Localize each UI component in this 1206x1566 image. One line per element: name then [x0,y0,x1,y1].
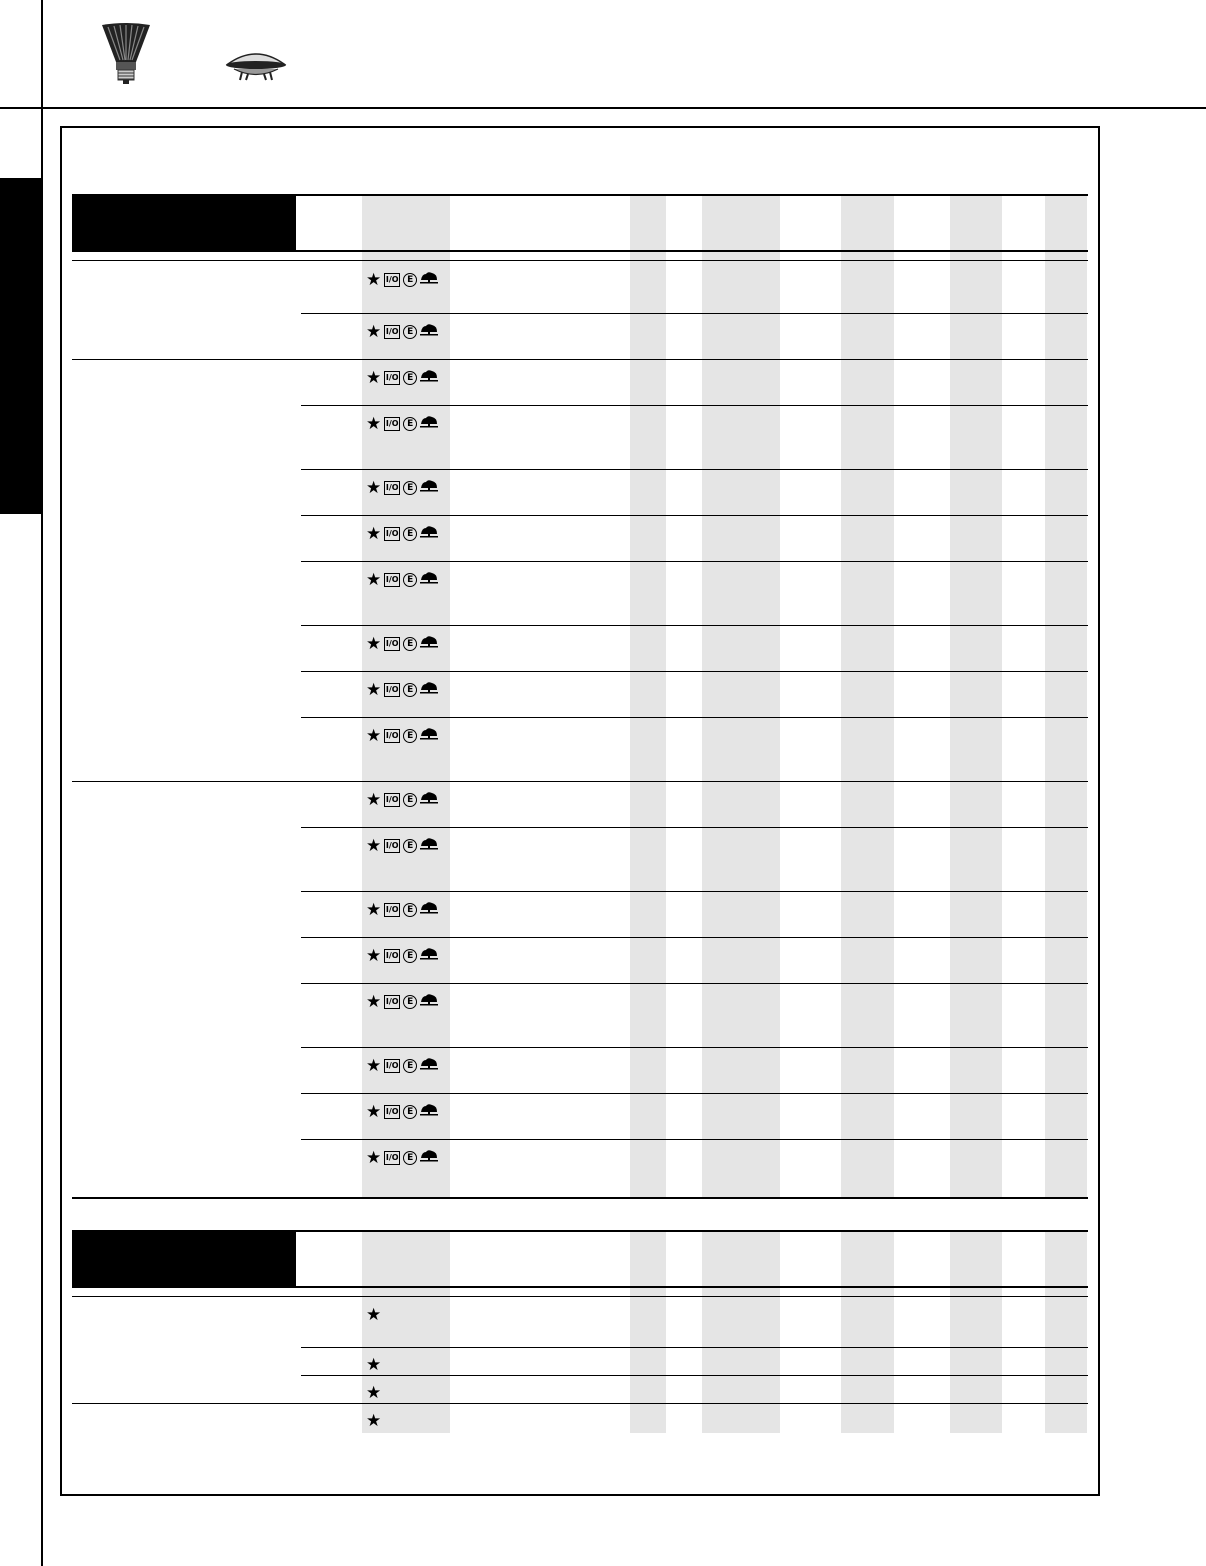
star-icon: ★ [366,1305,382,1325]
table-row [72,1297,1088,1347]
table-bottom-rule [72,1197,1088,1199]
table-row [72,405,1088,469]
row-icon-group [366,1385,381,1402]
tree-icon [420,727,438,745]
section-side-tab [0,178,41,514]
indoor-outdoor-icon: I/O [384,949,400,963]
energy-icon: E [403,573,417,587]
indoor-outdoor-icon: I/O [384,839,400,853]
tree-icon [420,571,438,589]
star-icon: ★ [366,945,382,966]
row-icon-group [366,635,438,653]
indoor-outdoor-icon: I/O [384,1059,400,1073]
table-row [72,1347,1088,1375]
table-row [72,261,1088,313]
energy-icon: E [403,903,417,917]
energy-icon: E [403,371,417,385]
energy-icon: E [403,637,417,651]
table-row [72,717,1088,781]
row-icon-group [366,901,438,919]
row-icon-group [366,525,438,543]
table-row [72,1093,1088,1139]
left-margin-rule [41,0,43,1566]
row-icon-group [366,323,438,341]
tree-icon [420,1149,438,1167]
row-icon-group [366,1057,438,1075]
energy-icon: E [403,949,417,963]
row-icon-group [366,1307,381,1324]
row-icon-group [366,369,438,387]
indoor-outdoor-icon: I/O [384,903,400,917]
table-header-block [72,1232,296,1286]
table-row [72,937,1088,983]
row-icon-group [366,1413,381,1430]
row-icon-group [366,1357,381,1374]
table-header-block [72,196,296,250]
star-icon: ★ [366,899,382,920]
tree-icon [420,1057,438,1075]
tree-icon [420,525,438,543]
table-header-rule [72,250,1088,252]
row-icon-group [366,947,438,965]
energy-icon: E [403,417,417,431]
row-icon-group [366,837,438,855]
lamp-table-2 [72,1230,1088,1490]
table-row [72,469,1088,515]
indoor-outdoor-icon: I/O [384,417,400,431]
tree-icon [420,271,438,289]
tree-icon [420,479,438,497]
star-icon: ★ [366,991,382,1012]
table-row [72,313,1088,359]
star-icon: ★ [366,789,382,810]
row-icon-group [366,571,438,589]
table-row [72,983,1088,1047]
star-icon: ★ [366,1383,382,1403]
star-icon: ★ [366,477,382,498]
star-icon: ★ [366,1411,382,1431]
star-icon: ★ [366,725,382,746]
table-row [72,671,1088,717]
indoor-outdoor-icon: I/O [384,995,400,1009]
indoor-outdoor-icon: I/O [384,793,400,807]
star-icon: ★ [366,835,382,856]
indoor-outdoor-icon: I/O [384,325,400,339]
row-icon-group [366,1103,438,1121]
table-row [72,1375,1088,1403]
star-icon: ★ [366,1355,382,1375]
star-icon: ★ [366,1101,382,1122]
tree-icon [420,837,438,855]
indoor-outdoor-icon: I/O [384,729,400,743]
row-icon-group [366,1149,438,1167]
star-icon: ★ [366,569,382,590]
indoor-outdoor-icon: I/O [384,481,400,495]
tree-icon [420,993,438,1011]
star-icon: ★ [366,367,382,388]
table-row [72,781,1088,827]
row-icon-group [366,791,438,809]
star-icon: ★ [366,679,382,700]
star-icon: ★ [366,321,382,342]
energy-icon: E [403,527,417,541]
sealed-beam-par-lamp-icon [224,50,288,84]
energy-icon: E [403,1105,417,1119]
tree-icon [420,681,438,699]
energy-icon: E [403,273,417,287]
energy-icon: E [403,995,417,1009]
row-icon-group [366,727,438,745]
table-row [72,561,1088,625]
table-header-rule [72,1286,1088,1288]
catalog-table-frame [60,126,1100,1496]
energy-icon: E [403,1151,417,1165]
tree-icon [420,369,438,387]
row-icon-group [366,993,438,1011]
tree-icon [420,635,438,653]
table-row [72,1139,1088,1197]
energy-icon: E [403,481,417,495]
indoor-outdoor-icon: I/O [384,1105,400,1119]
star-icon: ★ [366,633,382,654]
table-row [72,1047,1088,1093]
indoor-outdoor-icon: I/O [384,527,400,541]
table-row [72,515,1088,561]
energy-icon: E [403,1059,417,1073]
tree-icon [420,791,438,809]
row-icon-group [366,271,438,289]
energy-icon: E [403,729,417,743]
star-icon: ★ [366,1055,382,1076]
tree-icon [420,323,438,341]
header-rule [0,107,1206,109]
indoor-outdoor-icon: I/O [384,573,400,587]
tree-icon [420,415,438,433]
row-icon-group [366,681,438,699]
star-icon: ★ [366,1147,382,1168]
energy-icon: E [403,839,417,853]
lamp-table-1 [72,194,1088,1198]
energy-icon: E [403,325,417,339]
table-row [72,625,1088,671]
tree-icon [420,1103,438,1121]
row-icon-group [366,479,438,497]
energy-icon: E [403,793,417,807]
indoor-outdoor-icon: I/O [384,683,400,697]
tree-icon [420,947,438,965]
table-row [72,359,1088,405]
indoor-outdoor-icon: I/O [384,1151,400,1165]
energy-icon: E [403,683,417,697]
star-icon: ★ [366,413,382,434]
table-row [72,1403,1088,1433]
table-row [72,891,1088,937]
indoor-outdoor-icon: I/O [384,371,400,385]
row-icon-group [366,415,438,433]
star-icon: ★ [366,523,382,544]
indoor-outdoor-icon: I/O [384,637,400,651]
par-reflector-lamp-icon [100,22,152,86]
table-row [72,827,1088,891]
tree-icon [420,901,438,919]
star-icon: ★ [366,269,382,290]
indoor-outdoor-icon: I/O [384,273,400,287]
